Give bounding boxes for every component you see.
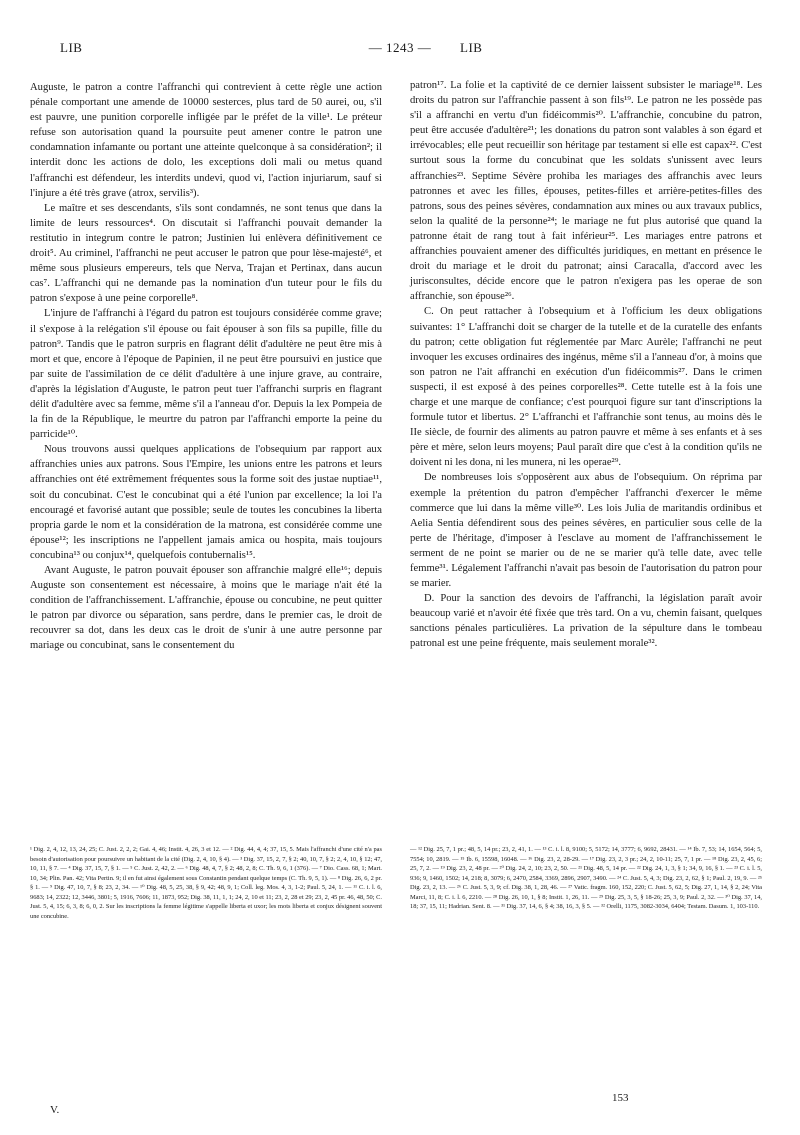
- paragraph: D. Pour la sanction des devoirs de l'affranchi, la législation paraît avoir beaucoup varié et n'avoir été fixée que très tard. On a vu, chemin faisant, quelques sanctions pénales particulières. La privation de la sépulture dans le tombeau patronal est une peine fréquente, mais seulement morale³².: [410, 593, 762, 650]
- paragraph: patron¹⁷. La folie et la captivité de ce dernier laissent subsister le mariage¹⁸. Les droits du patron sur l'affranchie passent à son fils¹⁹. Le patron ne les possède pas s'il a affranchi en vertu d'un fidéicommis²⁰. L'affranchie, concubine du patron, peut être accusée d'adultère²¹; les donations du patron sont valables à son égard et irrévocables; elle peut recueillir son héritage par testament si elle est capax²². C'est surtout sous la forme du concubinat que les soldats s'unissent avec leurs affranchies²³. Septime Sévère prohiba les mariages des affranchis avec leurs patronnes et avec les filles, épouses, petites-filles et arrière-petites-filles des patrons, sous des peines sévères, condamnation aux mines ou aux travaux publics, selon la qualité de la personne²⁴; le mariage ne fut plus autorisé que quand la patronne était de rang tout à fait inférieur²⁵. Les mariages entre patrons et affranchies pouvaient amener des difficultés juridiques, en mettant en présence le droit du mariage et le droit du patronat; ainsi Caracalla, d'accord avec les jurisconsultes, décide encore que le patron n'exigera pas les operae de son affranchie, son épouse²⁶.: [410, 80, 762, 303]
- footnotes-right: — ¹² Dig. 25, 7, 1 pr.; 48, 5, 14 pr.; 23, 2, 41, 1. — ¹³ C. i. l. 8, 9100; 5, 5172; 14, 3777; 6, 9692, 28431. — ¹⁴ Ib. 7, 53; 14, 1654, 564; 5, 7554; 10, 2819. — ¹⁵ Ib. 6, 15598, 16048. — ¹⁶ Dig. 23, 2, 28-29. — ¹⁷ Dig. 23, 2, 3 pr.; 24, 2, 10-11; 25, 7, 1 pr. — ¹⁸ Dig. 23, 2, 45, 6; 25, 7, 2. — ¹⁹ Dig. 23, 2, 48 pr. — ²⁰ Dig. 24, 2, 10; 23, 2, 50. — ²¹ Dig. 48, 5, 14 pr. — ²² Dig. 24, 1, 3, § 1; 34, 9, 16, § 1. — ²³ C. i. l. 5, 936; 9, 1460, 1502; 14, 218; 8, 3079; 6, 2470, 2584, 3369, 2896, 2907, 3490. — ²⁴ C. Just. 5, 4, 3; Dig. 23, 2, 62, § 1; Paul. 2, 19, 9. — ²⁵ Dig. 23, 2, 13. — ²⁶ C. Just. 5, 3, 9; cf. Dig. 38, 1, 28, 46. — ²⁷ Vatic. fragm. 160, 152, 220; C. Just. 5, 62, 5; Dig. 27, 1, 14, § 2, 24; Vita Marci, 11, 8; C. i. l. 6, 2210. — ²⁸ Dig. 26, 10, 1, § 8; Instit. 1, 26, 11. — ²⁹ Dig. 25, 3, 5, § 18-26; 25, 3, 9; Paul. 2, 32. — ³⁰ Dig. 37, 14, 18; 37, 15, 11; Hadrian. Sent. 8. — ³¹ Dig. 37, 14, 6, § 4; 38, 16, 3, § 5. — ³² Orelli, 1175, 3082-3034, 6404; Testam. Dasum. 1, 103-110.: [410, 846, 762, 910]
- paragraph: Auguste, le patron a contre l'affranchi qui contrevient à cette règle une action pénale comportant une amende de 10000 sesterces, plus tard de 50 aurei, ou, s'il est pauvre, une punition corporelle infligée par le préfet de la ville¹. Le préteur refuse son autorisation quand la poursuite peut amener contre le patron une condamnation infamante ou portant une atteinte quelconque à sa considération²; il interdit donc les actions de dolo, les exceptions doli mali ou metus quand l'affranchi est défendeur, les interdits undevi, quod vi, l'action injuriarum, sauf si l'injure a été très grave (atrox, servilis³).: [30, 82, 382, 199]
- paragraph: L'injure de l'affranchi à l'égard du patron est toujours considérée comme grave; il s'expose à la relégation s'il épouse ou fait épouser à son fils sa pupille, fille du patron⁹. Tandis que le patron surpris en flagrant délit d'adultère ne peut être mis à mort et que, encore à l'époque de Papinien, il ne peut être poursuivi en justice que par suite de l'assimilation de ce délit d'adultère à une injure grave, au contraire, d'après la législation d'Auguste, le patron peut tuer l'affranchi surpris en flagrant délit d'adultère avec sa femme, même s'il a l'anneau d'or. Depuis la lex Pompeia de la fin de la République, le meurtre du patron par l'affranchi emporte la peine du parricide¹⁰.: [30, 308, 382, 441]
- paragraph: Nous trouvons aussi quelques applications de l'obsequium par rapport aux affranchies unies aux patrons. Sous l'Empire, les unions entre les patrons et leurs affranchies ont été extrêmement fréquentes sous la forme soit des justae nuptiae¹¹, soit du concubinat. C'est le concubinat qui a été l'union par excellence; la loi l'a encouragé et favorisé autant que possible; seule de toutes les concubines la liberta propria garde le nom et la considération de la matrona, est considérée comme une épouse¹²; les inscriptions ne l'appellent jamais amica ou hospita, mais toujours concubina¹³ ou conjux¹⁴, quelquefois contubernalis¹⁵.: [30, 444, 382, 561]
- page: [30, 40, 770, 1120]
- running-head: [30, 40, 770, 62]
- right-column: [410, 78, 762, 652]
- paragraph: Avant Auguste, le patron pouvait épouser son affranchie malgré elle¹⁶; depuis Auguste son consentement est nécessaire, à moins que le mariage n'ait été la condition de l'affranchissement. L'affranchie, épouse ou concubine, ne peut quitter le patron par divorce ou séparation, sans perdre, dans le premier cas, le droit de recouvrer sa dot, dans les deux cas le droit de s'unir à une autre personne par mariage ou concubinat, sans le consentement du: [30, 565, 382, 652]
- paragraph: Le maître et ses descendants, s'ils sont condamnés, ne sont tenus que dans la limite de leurs ressources⁴. On discutait si l'affranchi pouvait demander la restitutio in integrum contre le patron; Justinien lui enlèvera définitivement ce droit⁵. Au criminel, l'affranchi ne peut accuser le patron que pour lèse-majesté⁶, et même sous plusieurs empereurs, tels que Nerva, Trajan et Pertinax, dans aucun cas⁷. L'affranchi qui ne demande pas la nomination d'un tuteur pour le fils du patron s'expose à une peine corporelle⁸.: [30, 202, 382, 305]
- signature-mark: V.: [50, 1104, 60, 1116]
- footer-page-number: 153: [612, 1092, 629, 1104]
- header-left: LIB: [60, 40, 83, 55]
- header-page-number: — 1243 —: [368, 40, 432, 55]
- paragraph: De nombreuses lois s'opposèrent aux abus de l'obsequium. On réprima par exemple la prétention du patron d'empêcher l'affranchi d'exercer le même commerce que lui dans la même ville³⁰. Les lois Julia de maritandis ordinibus et Aelia Sentia défendirent sous des peines sévères, en particulier sous celle de la perte de l'héritage, d'imposer à l'esclave au moment de l'affranchissement le serment de ne point se marier ou de ne se marier qu'à telle date, avec telle femme³¹. Légalement l'affranchi n'avait pas besoin de l'autorisation du patron pour se marier.: [410, 472, 762, 590]
- header-right: LIB: [460, 40, 483, 55]
- footnotes-left: ¹ Dig. 2, 4, 12, 13, 24, 25; C. Just. 2, 2, 2; Gai. 4, 46; Instit. 4, 26, 3 et 12. — ² Dig. 44, 4, 4; 37, 15, 5. Mais l'affranchi d'une cité n'a pas besoin d'autorisation pour poursuivre un habitant de la cité (Dig. 2, 4, 10, § 4). — ³ Dig. 37, 15, 2, 7, § 2; 40, 10, 7, § 2; 2, 4, 10, § 12; 47, 10, 11, § 7. — ⁴ Dig. 37, 15, 7, § 1. — ⁵ C. Just. 2, 42, 2. — ⁶ Dig. 48, 4, 7, § 2; 48, 2, 8; C. Th. 9, 6, 1 (376). — ⁷ Dio. Cass. 68, 1; Mart. 10, 34; Plin. Pan. 42; Vita Pertin. 9; il en fut ainsi également sous Constantin pendant quelque temps (C. Th. 9, 5, 1). — ⁸ Dig. 26, 6, 2 pr. § 1. — ⁹ Dig. 47, 10, 7, § 8; 23, 2, 34. — ¹⁰ Dig. 48, 5, 25, 38, § 9, 42; 48, 9, 1; Coll. leg. Mos. 4, 3, 1-2; Paul. 5, 24, 1. — ¹¹ C. i. l. 6, 9683; 14, 2322; 12, 3446, 3801; 5, 1916, 7606; 11, 1873, 952; Dig. 38, 11, 1, 1; 24, 2, 10 et 11; 23, 2, 28 et 29; 23, 2, 45 pr. 46, 48, 50; C. Just. 5, 4, 15; 6, 3, 8; 6, 0, 2. Sur les inscriptions la femme légitime s'appelle liberta et uxor; les mots liberta et conjux désignent souvent une concubine.: [30, 846, 382, 920]
- left-column: [30, 80, 382, 654]
- paragraph: C. On peut rattacher à l'obsequium et à l'officium les deux obligations suivantes: 1° L'affranchi doit se charger de la tutelle et de la curatelle des enfants du patron; cette obligation fut réglementée par Marc Aurèle; l'affranchi ne peut invoquer les excuses ordinaires des ingénus, même s'il a l'anneau d'or, à moins que son patron ne l'ait affranchi en exécution d'un fidéicommis²⁷. Dans le crimen suspecti, il est exposé à des peines corporelles²⁸. Cette tutelle est à la fois une charge et une marque de confiance; c'est pourquoi figure sur tant d'inscriptions la formule tutor et libertus. 2° L'affranchi et l'affranchie sont tenus, au moins dès le IIe siècle, de fournir des aliments au patron pauvre et même à ses enfants et à ses père et mère, selon leurs moyens; Paul paraît dire que c'est à la condition qu'ils ne doivent ni les dona, ni les munera, ni les operae²⁹.: [410, 306, 762, 469]
